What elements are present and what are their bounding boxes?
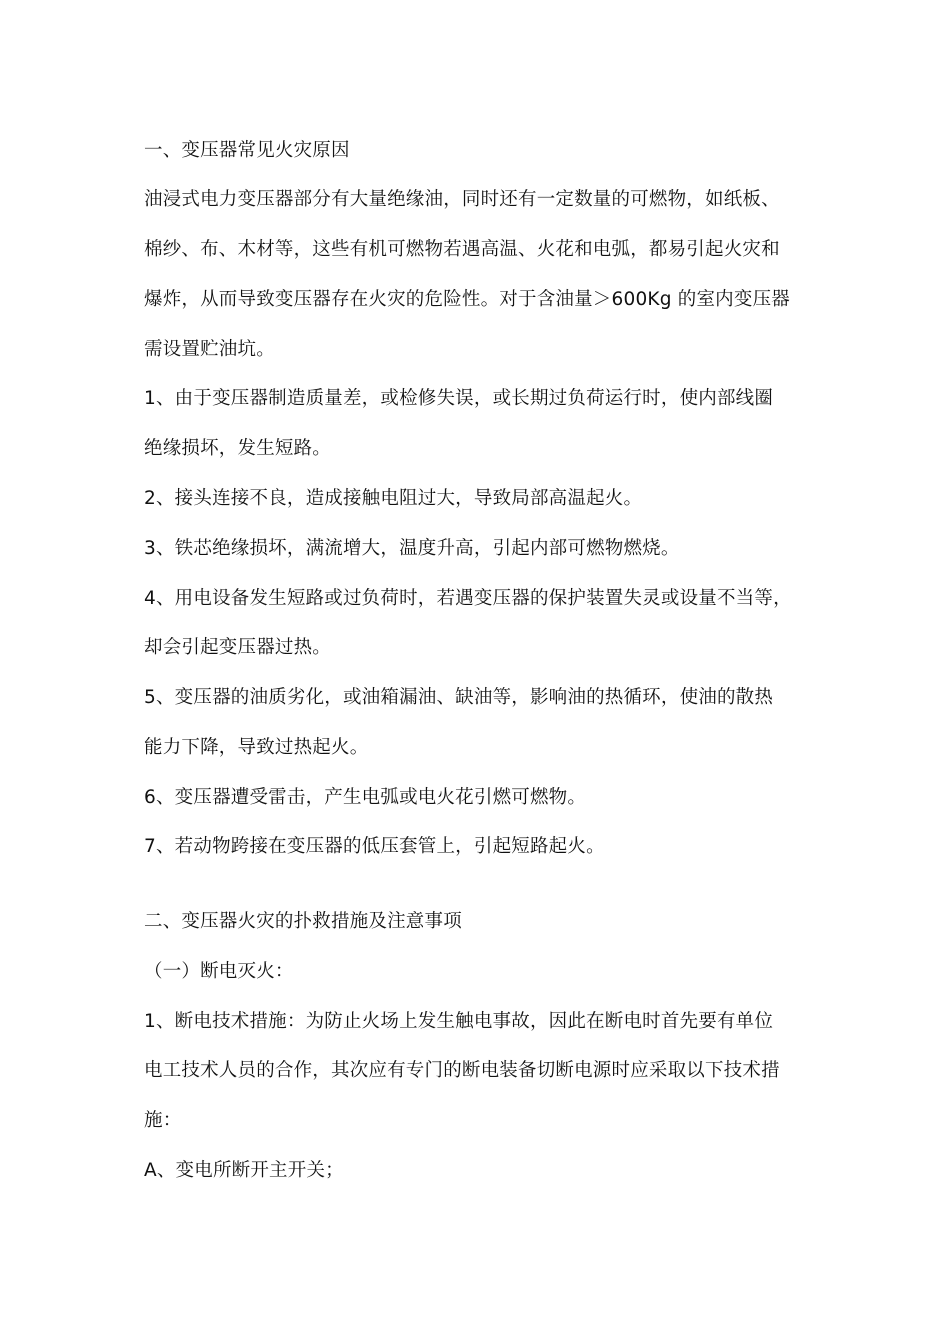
paragraph-line: 需设置贮油坑。 <box>144 339 275 360</box>
list-item-line: A、变电所断开主开关； <box>144 1160 344 1181</box>
list-item-line: 1、由于变压器制造质量差，或检修失误，或长期过负荷运行时，使内部线圈 <box>144 388 774 409</box>
heading-section-2: 二、变压器火灾的扑救措施及注意事项 <box>144 911 462 932</box>
subheading: （一）断电灭火： <box>144 961 294 982</box>
paragraph-line: 棉纱、布、木材等，这些有机可燃物若遇高温、火花和电弧，都易引起火灾和 <box>144 239 780 260</box>
list-item-line: 却会引起变压器过热。 <box>144 637 332 658</box>
paragraph-line: 爆炸，从而导致变压器存在火灾的危险性。对于含油量＞600Kg 的室内变压器 <box>144 289 790 310</box>
list-item-line: 施： <box>144 1110 182 1131</box>
list-item-line: 1、断电技术措施：为防止火场上发生触电事故，因此在断电时首先要有单位 <box>144 1011 774 1032</box>
list-item-line: 能力下降，导致过热起火。 <box>144 737 369 758</box>
list-item-line: 7、若动物跨接在变压器的低压套管上，引起短路起火。 <box>144 836 605 857</box>
paragraph-line: 油浸式电力变压器部分有大量绝缘油，同时还有一定数量的可燃物，如纸板、 <box>144 189 780 210</box>
list-item-line: 2、接头连接不良，造成接触电阻过大，导致局部高温起火。 <box>144 488 643 509</box>
list-item-line: 绝缘损坏，发生短路。 <box>144 438 332 459</box>
list-item-line: 3、铁芯绝缘损坏，满流增大，温度升高，引起内部可燃物燃烧。 <box>144 538 680 559</box>
list-item-line: 电工技术人员的合作，其次应有专门的断电装备切断电源时应采取以下技术措 <box>144 1060 780 1081</box>
list-item-line: 6、变压器遭受雷击，产生电弧或电火花引燃可燃物。 <box>144 787 587 808</box>
list-item-line: 5、变压器的油质劣化，或油箱漏油、缺油等，影响油的热循环，使油的散热 <box>144 687 774 708</box>
heading-section-1: 一、变压器常见火灾原因 <box>144 140 350 161</box>
list-item-line: 4、用电设备发生短路或过负荷时，若遇变压器的保护装置失灵或设量不当等， <box>144 588 792 609</box>
